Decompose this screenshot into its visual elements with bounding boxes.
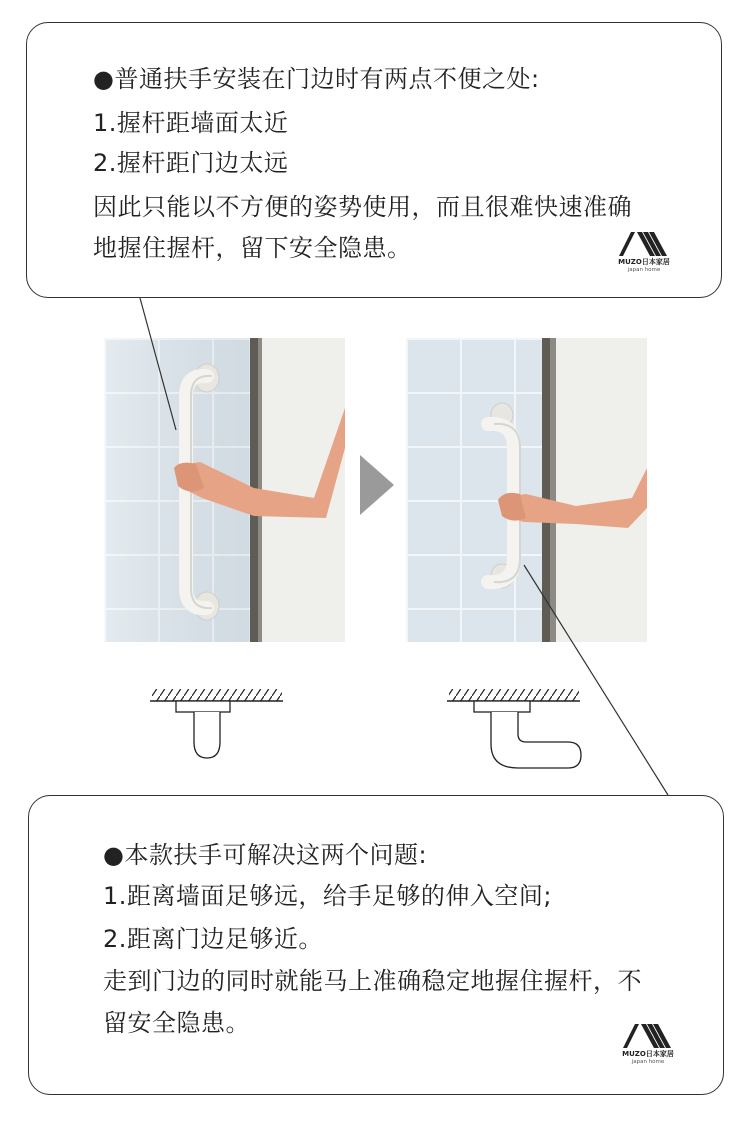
top-point-1: 1.握杆距墙面太近 (93, 109, 289, 137)
right-triangle-arrow-icon (360, 455, 394, 515)
bottom-point-2: 2.距离门边足够近。 (103, 925, 323, 953)
top-paragraph-line-2: 地握住握杆，留下安全隐患。 (93, 234, 412, 262)
top-point-2: 2.握杆距门边太远 (93, 149, 289, 177)
bottom-heading: ●本款扶手可解决这两个问题: (103, 841, 428, 869)
brand-logo-top (602, 230, 686, 274)
bottom-point-1: 1.距离墙面足够远，给手足够的伸入空间; (103, 882, 552, 910)
logo-brand-text: MUZO日本家居 (622, 1050, 674, 1058)
standard-bar-cross-section (150, 689, 283, 758)
standard-grab-bar-photo (104, 338, 345, 642)
bottom-paragraph-line-2: 留安全隐患。 (103, 1009, 250, 1037)
logo-sub-text: japan home (631, 1059, 665, 1065)
offset-grab-bar-photo (406, 338, 647, 642)
offset-bar-cross-section (447, 689, 581, 768)
top-heading: ●普通扶手安装在门边时有两点不便之处: (93, 65, 540, 93)
slash-stripes-logo-icon (619, 1022, 677, 1050)
top-paragraph-line-1: 因此只能以不方便的姿势使用，而且很难快速准确 (93, 193, 632, 221)
logo-brand-text: MUZO日本家居 (618, 258, 670, 266)
bottom-paragraph-line-1: 走到门边的同时就能马上准确稳定地握住握杆，不 (103, 967, 642, 995)
slash-stripes-logo-icon (615, 230, 673, 258)
brand-logo-bottom (606, 1022, 690, 1066)
logo-sub-text: japan home (627, 267, 661, 273)
